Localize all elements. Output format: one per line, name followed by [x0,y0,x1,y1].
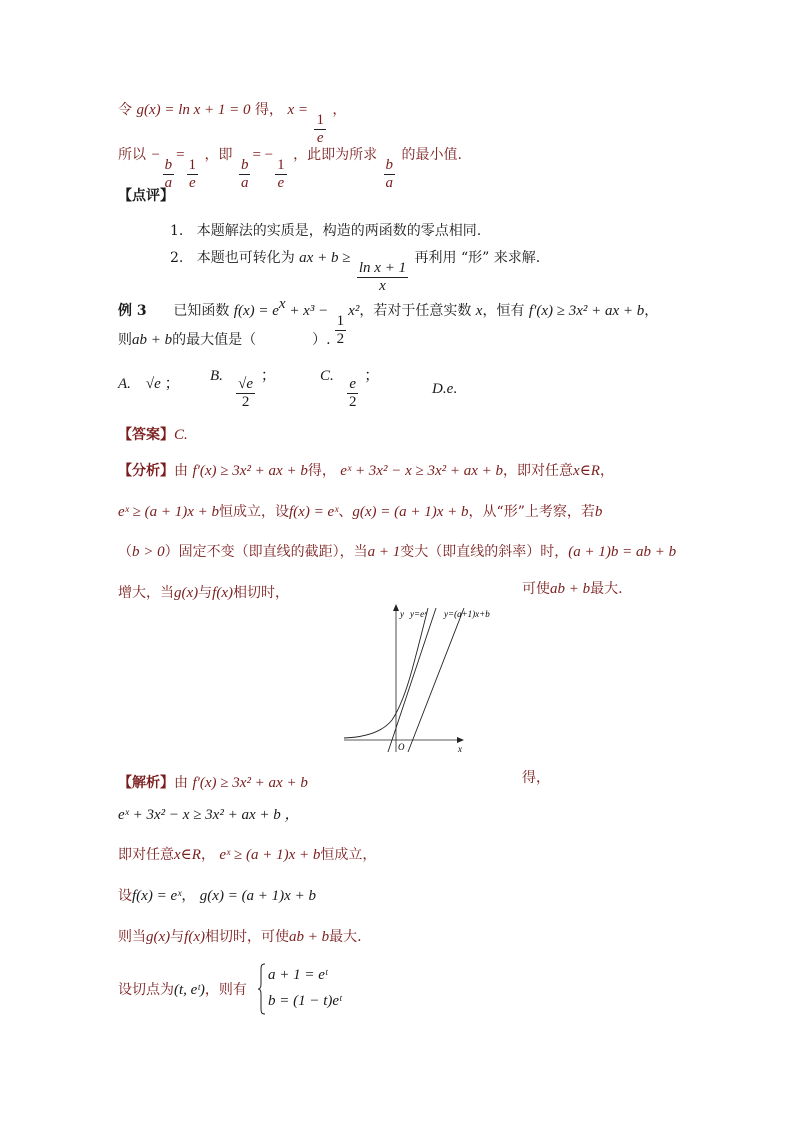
text: . [453,381,458,397]
math-expr: x² [348,303,360,319]
text: ， [644,303,659,319]
tangent-figure [340,604,515,756]
text: 相切时， [232,585,289,601]
numerator: b [163,157,175,175]
math-expr: g(x) = (a + 1)x + b [352,504,469,520]
denominator: e [188,175,196,192]
answer-value: C. [174,427,188,443]
math-expr: f′(x) ≥ 3x² + ax + b [528,303,645,319]
text: 与 [198,585,213,601]
comment-item-1 [170,220,481,240]
text: ，恒有 [482,303,525,319]
math-expr: f′(x) ≥ 3x² + ax + b [192,775,308,791]
text: 得， [255,102,283,118]
text: 所以 [118,147,146,163]
denominator: e [277,175,285,192]
analysis-line-4 [118,586,289,601]
numerator: ln x + 1 [357,260,408,278]
text: 最大. [329,929,362,945]
text: 恒成立， [320,847,377,863]
analysis-heading: 【分析】 [118,463,174,479]
text: 则 [118,332,132,348]
separator: ； [260,368,276,384]
exp-curve [344,608,428,738]
text: 令 [118,102,132,118]
option-label: C. [320,368,334,384]
text: 的最小值. [401,147,462,163]
math-expr: b [594,504,603,520]
numerator: 1 [335,313,347,331]
y-axis-arrow [393,604,399,611]
separator: ； [364,368,380,384]
math-expr: g(x) = (a + 1)x + b [199,888,316,904]
separator: ； [164,376,180,392]
text: ，即对任意 [503,463,574,479]
comment-item-2 [170,247,540,296]
line-label: y=(a+1)x+b [444,609,490,619]
denominator: 2 [349,394,357,411]
system-eq-2: b = (1 − t)eᵗ [268,993,342,1009]
denominator: 2 [241,394,250,411]
math-expr: b > 0 [132,544,165,560]
equation-system [258,963,398,1015]
math-expr: x∈R [174,847,201,863]
item-number: 2. [170,250,184,266]
x-label: x [458,744,462,754]
fraction [357,260,408,296]
math-expr: ab + b [288,929,330,945]
text: 则当 [118,929,146,945]
option-c [320,369,379,412]
text: 已知函数 [173,303,230,319]
math-expr: x [475,303,483,319]
item-number: 1. [170,223,184,239]
brace-icon [258,963,266,1015]
solution-line-1-right: 得， [522,770,550,786]
denominator: a [385,175,394,192]
analysis-line-3 [118,545,676,560]
denominator: a [164,175,173,192]
text: 相切时，可使 [204,929,289,945]
text: 由 [174,463,188,479]
text: ，若对于任意实数 [359,303,472,319]
y-label: y [400,609,404,619]
math-expr: f(x) = eˣ [289,504,339,520]
text: 可使 [522,581,550,597]
math-expr: + x³ − [285,303,329,319]
secant-line [408,608,464,752]
answer-heading: 【答案】 [118,427,174,443]
solution-line-2 [118,808,300,823]
fraction [347,376,359,412]
denominator: x [379,278,386,295]
text: 最大. [590,581,623,597]
analysis-line-4-right [522,582,623,597]
solution-line-4 [118,889,316,904]
option-d [432,382,457,397]
origin-label: O [398,742,405,752]
solution-line-5 [118,930,362,945]
text: ，即 [204,147,233,163]
comment-heading: 【点评】 [118,188,174,204]
text: ）固定不变（即直线的截距），当 [164,544,368,560]
solution-line-6 [118,983,247,998]
numerator: 1 [275,157,287,175]
numerator: √e [236,376,255,394]
text: 的最大值是（ ）. [172,332,331,348]
curve-label: y=eˣ [410,609,427,619]
numerator: 1 [187,157,199,175]
math-expr: x∈R [573,463,600,479]
text: ，从“形”上考察，若 [468,504,595,520]
text: 即对任意 [118,847,174,863]
denominator: a [240,175,249,192]
math-expr: (a + 1)b = ab + b [568,544,677,560]
math-expr: f′(x) ≥ 3x² + ax + b [192,463,308,479]
option-label: D. [432,381,447,397]
text: 设切点为 [118,982,174,998]
text: 设 [118,888,132,904]
math-expr: eˣ ≥ (a + 1)x + b [219,847,321,863]
math-expr: f(x) [212,585,233,601]
math-expr: ab + b [132,332,173,348]
math-expr: f(x) = e [233,303,279,319]
math-expr: g(x) [174,585,199,601]
math-expr: eˣ ≥ (a + 1)x + b [118,504,220,520]
option-label: A. [118,376,131,392]
option-b [210,369,276,412]
fraction [236,376,255,412]
example-statement: 例 3 已知函数 $f(x) = e^x + x^3$ − $\frac{1}{2}$ x²，若对于任意实数 x，恒有 f′(x) ≥ 3x² + ax + b， [118,296,659,348]
item-text: 本题也可转化为 [196,250,295,266]
text: 增大，当 [118,585,174,601]
analysis-line-1 [118,464,614,479]
text: ， [332,102,347,118]
text: 由 [174,775,188,791]
text: ， [181,888,196,904]
system-eq-1: a + 1 = eᵗ [268,967,328,983]
text: 恒成立，设 [219,504,290,520]
text: （ [118,544,132,560]
text: ， [599,463,614,479]
numerator: 1 [314,112,326,130]
line-so: 所以 − $\frac{b}{a}$ = $\frac{1}{e}$ ，即 $\frac{b}{a}$ = − $\frac{1}{e}$ ，此即为所求 $\frac{b}{a}$ 的最小值. [118,147,462,192]
fraction [275,157,287,193]
text: 变大（即直线的斜率）时， [400,544,569,560]
denominator: 2 [336,331,345,348]
option-a [118,377,180,392]
math-expr: (t, eᵗ) [174,982,205,998]
text: 、 [338,504,353,520]
tangent-line [388,608,436,752]
answer-line [118,428,188,443]
math-expr: f(x) [184,929,205,945]
numerator: b [384,157,396,175]
fraction [187,157,199,193]
option-value: e [446,381,454,397]
math-expr: ab + b [550,581,591,597]
math-expr: ax + b ≥ [299,250,351,266]
math-expr: x = [287,102,308,118]
option-label: B. [210,368,223,384]
math-expr: f(x) = eˣ [132,888,182,904]
math-expr: eˣ + 3x² − x ≥ 3x² + ax + b [340,463,504,479]
numerator: b [239,157,251,175]
math-expr: g(x) = ln x + 1 = 0 [136,102,251,118]
line-let-g [118,103,346,148]
text: 得， [307,463,336,479]
math-expr: eˣ + 3x² − x ≥ 3x² + ax + b ， [118,807,300,823]
math-expr: g(x) [146,929,171,945]
x-axis-arrow [457,737,464,743]
example-label: 例 3 [118,303,147,319]
item-text: 再利用 “形” 来求解. [414,250,541,266]
solution-heading: 【解析】 [118,775,174,791]
analysis-line-2 [118,505,602,520]
denominator: e [316,130,324,147]
text: 与 [170,929,185,945]
math-expr: a + 1 [367,544,401,560]
option-value: √e [145,376,161,392]
text: ， [200,847,215,863]
text: ，此即为所求 [293,147,378,163]
item-text: 本题解法的实质是，构造的两函数的零点相同. [196,223,482,239]
fraction [239,157,251,193]
solution-line-1 [118,776,308,791]
example-question [118,333,331,348]
fraction [314,112,326,148]
fraction [384,157,396,193]
solution-line-3 [118,848,376,863]
fraction [335,313,347,349]
text: ，则有 [204,982,247,998]
numerator: e [347,376,358,394]
